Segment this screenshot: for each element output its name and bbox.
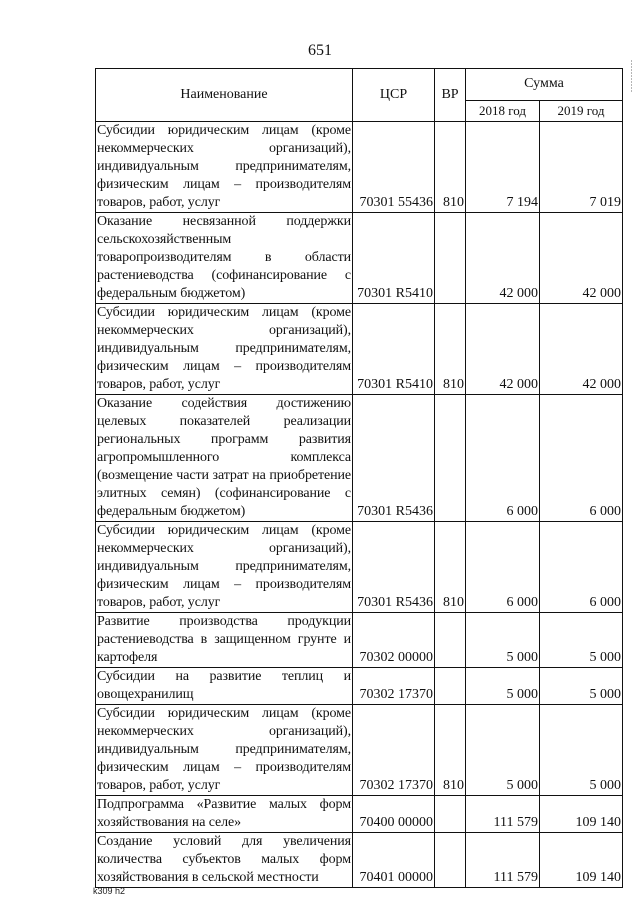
row-sum-2018: 42 000 [466, 213, 540, 304]
row-name: Субсидии юридическим лицам (кроме некоммерческих организаций), индивидуальным предпринимателям, физическим лицам – производителям товаров, работ, услуг [96, 705, 353, 796]
row-csr: 70301 R5436 [353, 395, 435, 522]
row-sum-2019: 42 000 [540, 304, 623, 395]
row-sum-2019: 5 000 [540, 705, 623, 796]
row-name: Субсидии на развитие теплиц и овощехранилищ [96, 668, 353, 705]
row-sum-2018: 111 579 [466, 833, 540, 888]
row-name: Подпрограмма «Развитие малых форм хозяйствования на селе» [96, 796, 353, 833]
header-csr: ЦСР [353, 69, 435, 122]
row-vr [435, 213, 466, 304]
row-name: Субсидии юридическим лицам (кроме некоммерческих организаций), индивидуальным предпринимателям, физическим лицам – производителям товаров, работ, услуг [96, 522, 353, 613]
row-sum-2019: 6 000 [540, 522, 623, 613]
header-year-2019: 2019 год [540, 100, 623, 121]
table-row [96, 796, 623, 833]
row-vr: 810 [435, 522, 466, 613]
row-sum-2018: 111 579 [466, 796, 540, 833]
row-vr [435, 395, 466, 522]
table-row [96, 522, 623, 613]
row-csr: 70401 00000 [353, 833, 435, 888]
row-csr: 70400 00000 [353, 796, 435, 833]
footer-code: k309 h2 [93, 886, 126, 896]
row-vr: 810 [435, 122, 466, 213]
row-csr: 70301 55436 [353, 122, 435, 213]
table-row [96, 304, 623, 395]
row-sum-2019: 6 000 [540, 395, 623, 522]
table-row [96, 613, 623, 668]
row-name: Субсидии юридическим лицам (кроме некоммерческих организаций), индивидуальным предпринимателям, физическим лицам – производителям товаров, работ, услуг [96, 304, 353, 395]
row-sum-2018: 6 000 [466, 522, 540, 613]
header-name: Наименование [96, 69, 353, 122]
row-csr: 70301 R5436 [353, 522, 435, 613]
row-csr: 70302 17370 [353, 705, 435, 796]
table-row [96, 213, 623, 304]
row-vr [435, 613, 466, 668]
table-row [96, 833, 623, 888]
row-sum-2018: 5 000 [466, 705, 540, 796]
row-vr: 810 [435, 304, 466, 395]
table-row [96, 705, 623, 796]
row-sum-2018: 5 000 [466, 668, 540, 705]
row-vr: 810 [435, 705, 466, 796]
row-sum-2018: 6 000 [466, 395, 540, 522]
row-sum-2019: 42 000 [540, 213, 623, 304]
row-sum-2019: 5 000 [540, 613, 623, 668]
row-sum-2019: 109 140 [540, 796, 623, 833]
table-row [96, 122, 623, 213]
margin-mark: ........... [629, 60, 638, 93]
header-year-2018: 2018 год [466, 100, 540, 121]
row-sum-2019: 109 140 [540, 833, 623, 888]
row-csr: 70301 R5410 [353, 304, 435, 395]
row-vr [435, 833, 466, 888]
row-name: Оказание содействия достижению целевых показателей реализации региональных программ развития агропромышленного комплекса (возмещение части затрат на приобретение элитных семян) (софинансирование с федеральным бюджетом) [96, 395, 353, 522]
row-sum-2019: 5 000 [540, 668, 623, 705]
table-body [96, 122, 623, 888]
header-vr: ВР [435, 69, 466, 122]
row-name: Создание условий для увеличения количества субъектов малых форм хозяйствования в сельской местности [96, 833, 353, 888]
table-row [96, 395, 623, 522]
row-csr: 70302 17370 [353, 668, 435, 705]
row-sum-2018: 5 000 [466, 613, 540, 668]
budget-table [95, 68, 623, 888]
row-vr [435, 668, 466, 705]
row-sum-2018: 7 194 [466, 122, 540, 213]
row-name: Оказание несвязанной поддержки сельскохозяйственным товаропроизводителям в области растениеводства (софинансирование с федеральным бюджетом) [96, 213, 353, 304]
row-vr [435, 796, 466, 833]
row-sum-2019: 7 019 [540, 122, 623, 213]
row-name: Развитие производства продукции растениеводства в защищенном грунте и картофеля [96, 613, 353, 668]
header-sum: Сумма [466, 69, 623, 101]
row-csr: 70302 00000 [353, 613, 435, 668]
row-name: Субсидии юридическим лицам (кроме некоммерческих организаций), индивидуальным предпринимателям, физическим лицам – производителям товаров, работ, услуг [96, 122, 353, 213]
row-csr: 70301 R5410 [353, 213, 435, 304]
row-sum-2018: 42 000 [466, 304, 540, 395]
table-row [96, 668, 623, 705]
page-number: 651 [308, 42, 332, 59]
